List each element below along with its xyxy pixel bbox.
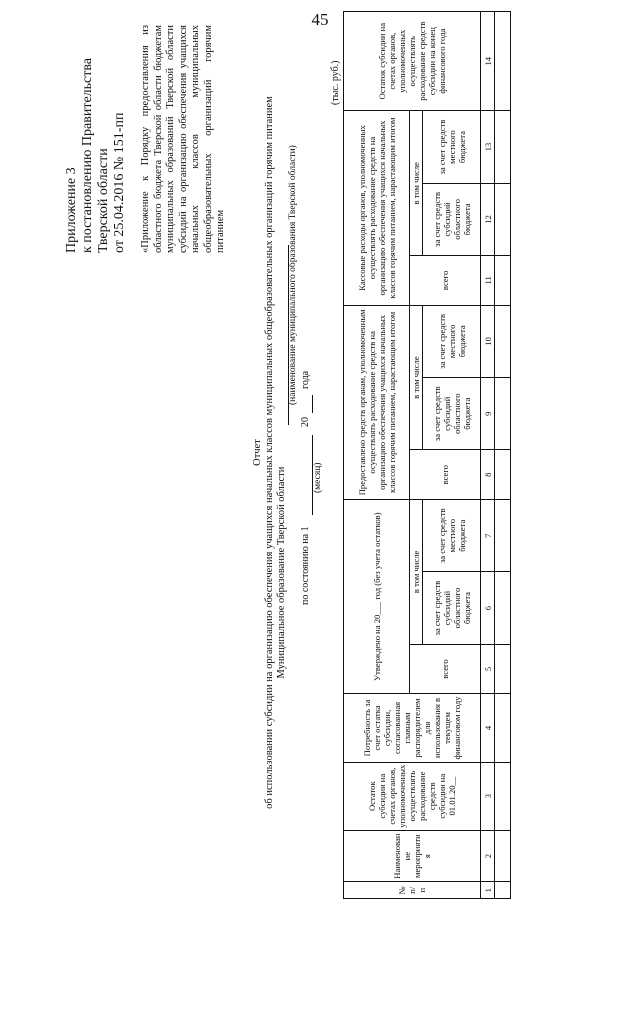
appendix-line-2: к постановлению Правительства [80, 57, 95, 253]
col-number: 14 [481, 12, 495, 111]
table-cell [495, 572, 511, 644]
col-number: 5 [481, 644, 495, 694]
municipality-caption: (наименование муниципального образования Тверской области) [288, 145, 298, 405]
unit-label: (тыс. руб.) [330, 60, 341, 105]
header-need: Потребность за счет остатка субсидии, согласованная главным распорядителем для использования в текущем финансовом году [344, 694, 481, 762]
header-provided: Предоставлено средств органам, уполномоченным осуществлять расходование средств на организацию обеспечения учащихся начальных классов горячим питанием, нарастающим итогом [344, 305, 410, 499]
as-of-prefix: по состоянию на 1 [300, 526, 311, 605]
approved-local: за счет средств местного бюджета [423, 500, 481, 572]
table-cell [495, 830, 511, 882]
table-cell [495, 111, 511, 183]
col-number: 1 [481, 882, 495, 899]
table-cell [495, 882, 511, 899]
spent-local: за счет средств местного бюджета [423, 111, 481, 183]
col-number: 9 [481, 378, 495, 450]
table-cell [495, 694, 511, 762]
spent-incl: в том числе [410, 111, 423, 256]
col-number: 11 [481, 256, 495, 306]
header-approved: Утверждено на 20___ год (без учета остатков) [344, 500, 410, 694]
table-cell [495, 762, 511, 830]
report-municipality: Муниципальное образование Тверской области [276, 466, 287, 679]
provided-incl: в том числе [410, 305, 423, 450]
col-number: 4 [481, 694, 495, 762]
appendix-line-4: от 25.04.2016 № 151-пп [112, 112, 127, 253]
provided-total: всего [410, 450, 481, 500]
col-number: 2 [481, 830, 495, 882]
report-subtitle: об использовании субсидии на организацию обеспечения учащихся начальных классов муниципальных общеобразовательных организаций горячим питанием [264, 96, 275, 809]
col-number: 7 [481, 500, 495, 572]
page-number: 45 [311, 10, 329, 29]
col-number: 6 [481, 572, 495, 644]
approved-regional: за счет средств субсидий областного бюджета [423, 572, 481, 644]
order-text: «Приложение к Порядку предоставления из областного бюджета Тверской области бюджетам муниципальных образований Тверской области субсидий на организацию обеспечения учащихся начальных классов муниципальных общеобразовательных организаций горячим питанием [140, 25, 226, 253]
appendix-line-1: Приложение 3 [64, 167, 79, 253]
col-number: 8 [481, 450, 495, 500]
table-cell [495, 305, 511, 377]
appendix-line-3: Тверской области [96, 148, 111, 253]
spent-regional: за счет средств субсидий областного бюджета [423, 183, 481, 255]
header-name: Наименование мероприятия [344, 830, 481, 882]
header-balance-end: Остаток субсидии на счетах органов, уполномоченных осуществлять расходование средств субсидии на конец финансового года [344, 12, 481, 111]
table-cell [495, 644, 511, 694]
provided-local: за счет средств местного бюджета [423, 305, 481, 377]
col-number: 12 [481, 183, 495, 255]
col-number: 3 [481, 762, 495, 830]
table-cell [495, 256, 511, 306]
col-number: 10 [481, 305, 495, 377]
header-no: № п/п [344, 882, 481, 899]
table-cell [495, 183, 511, 255]
table-row [495, 12, 511, 899]
table-cell [495, 12, 511, 111]
year-underline [312, 395, 313, 413]
appendix-header [64, 3, 128, 253]
month-caption: (месяц) [313, 462, 323, 493]
as-of-year: 20 [300, 417, 311, 427]
column-numbers-row [481, 12, 495, 899]
as-of-suffix: года [300, 370, 311, 389]
approved-incl: в том числе [410, 500, 423, 645]
table-cell [495, 378, 511, 450]
provided-regional: за счет средств субсидий областного бюджета [423, 378, 481, 450]
table-cell [495, 500, 511, 572]
report-table [343, 11, 511, 899]
header-balance-start: Остаток субсидии на счетах органов, уполномоченных осуществлять расходование средств субсидии на 01.01.20__ [344, 762, 481, 830]
header-spent: Кассовые расходы органов, уполномоченных осуществлять расходование средств на организацию обеспечения учащихся начальных классов горячим питанием, нарастающим итогом [344, 111, 410, 305]
col-number: 13 [481, 111, 495, 183]
table-cell [495, 450, 511, 500]
report-title: Отчет [252, 439, 263, 466]
approved-total: всего [410, 644, 481, 694]
spent-total: всего [410, 256, 481, 306]
